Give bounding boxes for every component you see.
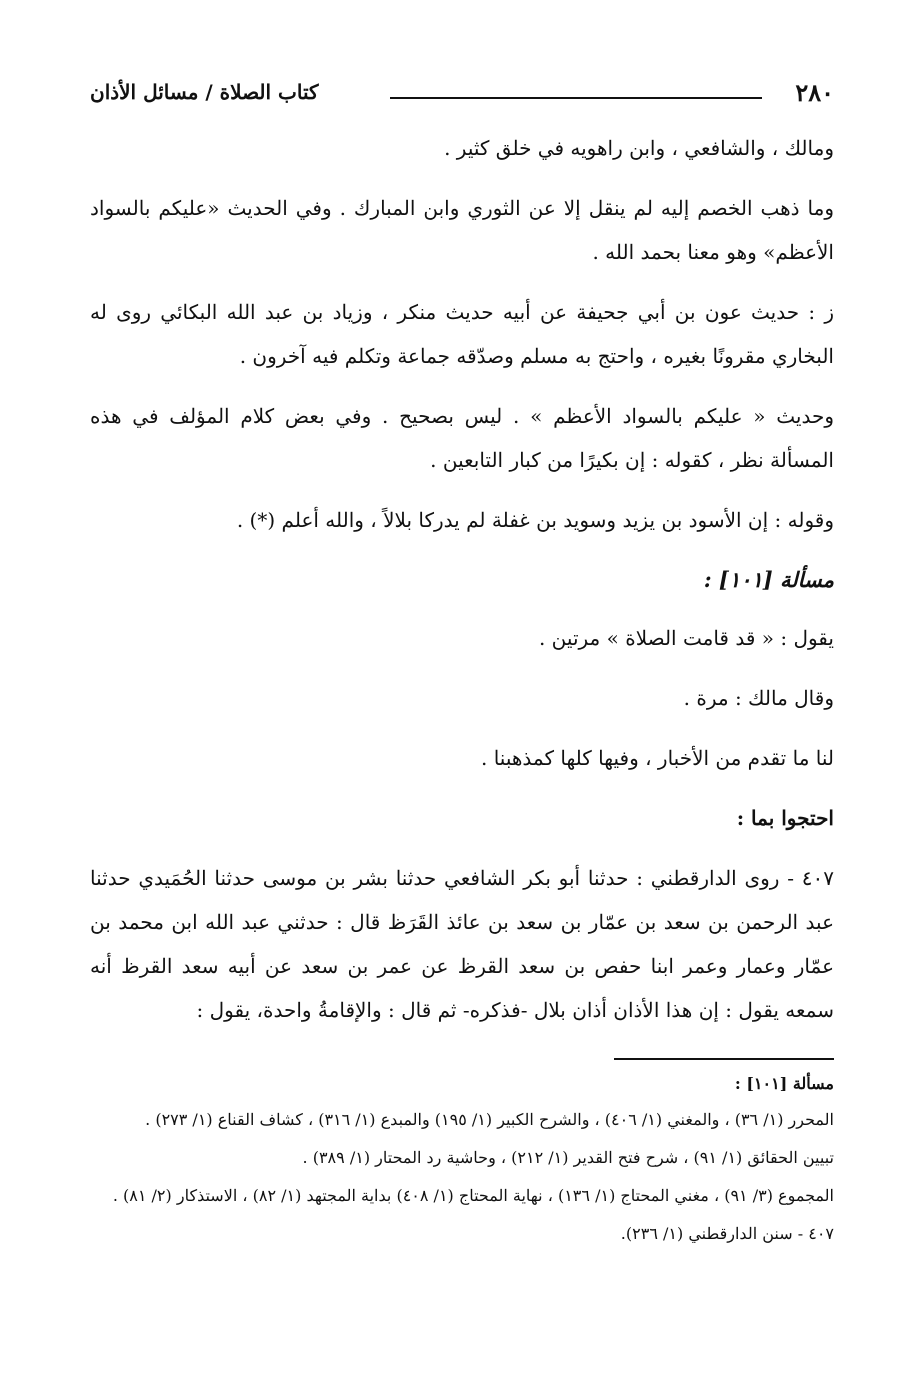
footnote-rule: [614, 1058, 834, 1060]
paragraph-2: وما ذهب الخصم إليه لم ينقل إلا عن الثوري وابن المبارك . وفي الحديث «عليكم بالسواد الأعظم» وهو معنا بحمد الله .: [90, 196, 834, 264]
running-title: كتاب الصلاة / مسائل الأذان: [90, 80, 319, 104]
page-number: ٢٨٠: [795, 78, 834, 107]
paragraph-3: ز : حديث عون بن أبي جحيفة عن أبيه حديث منكر ، وزياد بن عبد الله البكائي روى له البخاري مقرونًا بغيره ، واحتج به مسلم وصدّقه جماعة وتكلم فيه آخرون .: [90, 300, 834, 368]
hadith-407: ٤٠٧ - روى الدارقطني : حدثنا أبو بكر الشافعي حدثنا بشر بن موسى حدثنا الحُمَيدي حدثنا عبد الرحمن بن سعد بن عمّار بن سعد بن عائذ القَرَظ قال : حدثني عبد الله ابن محمد بن عمّار وعمار وعمر ابنا حفص بن سعد القرظ عن عمر بن سعد عن أبيه سعد القرظ أنه سمعه يقول : إن هذا الأذان أذان بلال -فذكره- ثم قال : والإقامةُ واحدة، يقول :: [90, 866, 834, 1022]
page-header: [90, 76, 834, 116]
paragraph-6: يقول : « قد قامت الصلاة » مرتين .: [538, 626, 834, 650]
paragraph-9: احتجوا بما :: [736, 806, 834, 830]
header-rule: [390, 97, 762, 99]
footnote-4: ٤٠٧ - سنن الدارقطني (١/ ٢٣٦).: [620, 1224, 834, 1243]
paragraph-5: وقوله : إن الأسود بن يزيد وسويد بن غفلة لم يدركا بلالاً ، والله أعلم (*) .: [236, 508, 834, 532]
footnote-1: المحرر (١/ ٣٦) ، والمغني (١/ ٤٠٦) ، والشرح الكبير (١/ ١٩٥) والمبدع (١/ ٣١٦) ، كشاف القناع (١/ ٢٧٣) .: [145, 1110, 834, 1129]
footnote-3: المجموع (٣/ ٩١) ، مغني المحتاج (١/ ١٣٦) ، نهاية المحتاج (١/ ٤٠٨) بداية المجتهد (١/ ٨٢) ، الاستذكار (٢/ ٨١) .: [112, 1186, 834, 1205]
paragraph-1: ومالك ، والشافعي ، وابن راهويه في خلق كثير .: [444, 136, 834, 160]
paragraph-4: وحديث « عليكم بالسواد الأعظم » . ليس بصحيح . وفي بعض كلام المؤلف في هذه المسألة نظر ، كقوله : إن بكيرًا من كبار التابعين .: [90, 404, 834, 472]
main-text: [90, 126, 834, 1032]
paragraph-8: لنا ما تقدم من الأخبار ، وفيها كلها كمذهبنا .: [481, 746, 834, 770]
paragraph-7: وقال مالك : مرة .: [683, 686, 834, 710]
footnotes: [90, 1068, 834, 1250]
footnote-2: تبيين الحقائق (١/ ٩١) ، شرح فتح القدير (١/ ٢١٢) ، وحاشية رد المحتار (١/ ٣٨٩) .: [302, 1148, 834, 1167]
footnote-heading: مسألة [١٠١] :: [734, 1074, 834, 1093]
issue-heading: مسألة [١٠١] :: [703, 567, 834, 592]
